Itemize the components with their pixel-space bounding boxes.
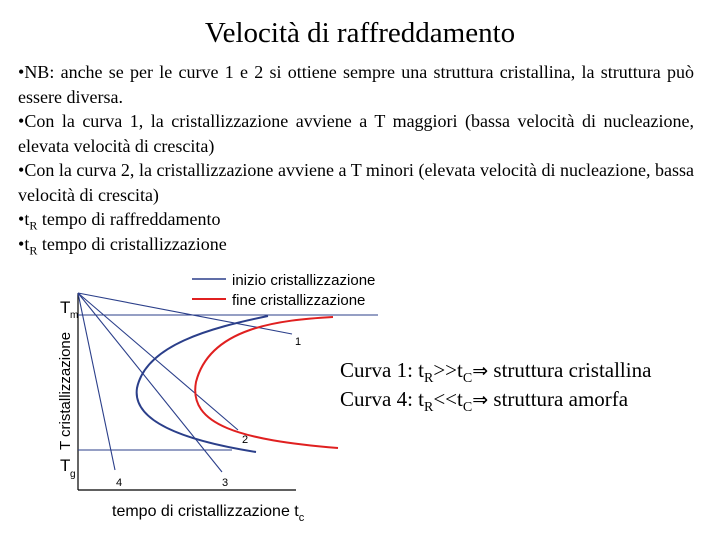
y-axis-label: T <box>60 298 71 317</box>
bullet-suffix: tempo di raffreddamento <box>37 209 221 229</box>
x-axis-label <box>112 503 305 524</box>
slide-title: Velocità di raffreddamento <box>204 17 516 49</box>
comparison-notes <box>340 356 651 414</box>
note-subscript: R <box>424 400 434 416</box>
curve-label-1: 1 <box>295 336 302 348</box>
bullet-prefix: t <box>24 233 30 254</box>
y-axis-label-subscript: m <box>70 310 79 321</box>
bullet-item: $•t_R$ tempo di cristallizzazione <box>18 233 227 258</box>
note-text: Curva 4: t <box>340 387 424 411</box>
note-subscript: R <box>424 371 434 387</box>
note-text: <<t <box>433 387 463 411</box>
end-crystallization-curve <box>195 317 338 448</box>
bullet-suffix: tempo di cristallizzazione <box>37 233 227 254</box>
bullet-text: NB: anche se per le curve 1 e 2 si ottiene sempre una struttura cristallina, la struttura può essere diversa. <box>18 62 694 107</box>
x-axis-label-text: tempo di cristallizzazione t <box>112 503 299 520</box>
bullet-prefix: t <box>24 209 30 229</box>
legend-start-label: inizio cristallizzazione <box>232 272 376 289</box>
note-text: Curva 1: t <box>340 358 424 382</box>
x-axis-label-subscript: c <box>298 512 305 524</box>
note-text: struttura cristallina <box>488 358 652 382</box>
bullet-item: •Con la curva 2, la cristallizzazione avviene a T minori (elevata velocità di nucleazione, bassa velocità di crescita) <box>18 160 694 205</box>
bullet-item: •Con la curva 1, la cristallizzazione avviene a T maggiori (bassa velocità di nucleazione, elevata velocità di crescita) <box>18 111 694 156</box>
tg-label-subscript: g <box>70 469 76 480</box>
rotated-axis-label: T cristallizzazione <box>57 331 74 450</box>
legend-end-label: fine cristallizzazione <box>232 292 366 309</box>
implies-arrow-icon: ⇒ <box>472 360 489 382</box>
bullet-item: •NB: anche se per le curve 1 e 2 si ottiene sempre una struttura cristallina, la struttura può essere diversa. <box>18 62 694 107</box>
bullet-subscript: R <box>29 218 38 233</box>
curve-label-3: 3 <box>222 477 229 489</box>
start-crystallization-curve <box>137 316 268 452</box>
cooling-line-3 <box>78 293 222 472</box>
bullet-subscript: R <box>29 243 38 258</box>
implies-arrow-icon: ⇒ <box>472 389 489 411</box>
note-subscript: C <box>462 371 473 387</box>
note-text: >>t <box>433 358 463 382</box>
note-curve-1 <box>340 356 651 385</box>
note-subscript: C <box>462 400 473 416</box>
curve-label-2: 2 <box>242 434 249 446</box>
bullet-text: Con la curva 2, la cristallizzazione avviene a T minori (elevata velocità di nucleazione, bassa velocità di crescita) <box>18 160 694 205</box>
note-curve-4 <box>340 385 651 414</box>
bullet-text: Con la curva 1, la cristallizzazione avviene a T maggiori (bassa velocità di nucleazione, elevata velocità di crescita) <box>18 111 694 156</box>
bullet-item: $•t_R$ tempo di raffreddamento <box>18 209 221 233</box>
note-text: struttura amorfa <box>488 387 629 411</box>
tg-label: T <box>60 456 71 475</box>
curve-label-4: 4 <box>116 477 123 489</box>
